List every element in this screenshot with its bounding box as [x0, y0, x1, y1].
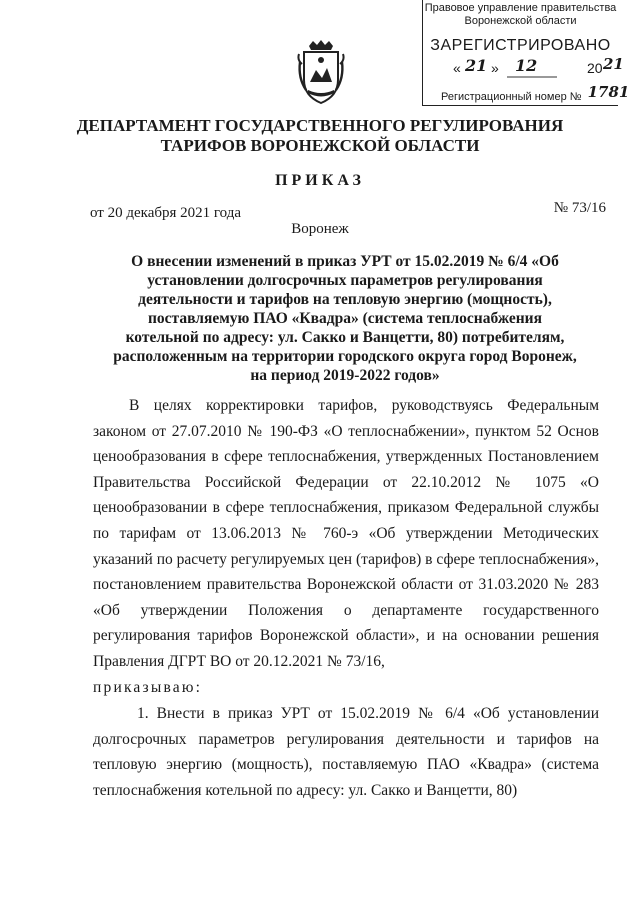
document-type: ПРИКАЗ: [275, 172, 365, 189]
stamp-status: ЗАРЕГИСТРИРОВАНО: [430, 37, 611, 54]
order-subject: О внесении изменений в приказ УРТ от 15.02.2019 № 6/4 «Об установлении долгосрочных параметров регулирования деятельности и тарифов на тепловую энергию (мощность), поставляемую ПАО «Квадра» (система теплоснабжения котельной по адресу: ул. Сакко и Ванцетти, 80) потребителям, расположенным на территории городского округа город Воронеж, на период 2019-2022 годов»: [113, 253, 577, 384]
order-number: № 73/16: [553, 200, 606, 216]
order-body: [93, 393, 599, 804]
coat-of-arms-icon: [296, 40, 346, 106]
stamp-date-close-quote: »: [491, 60, 499, 76]
stamp-date-open-quote: «: [453, 60, 461, 76]
order-city: Воронеж: [291, 221, 349, 237]
stamp-authority-line1: Правовое управление правительства: [424, 2, 617, 14]
order-date: от 20 декабря 2021 года: [90, 205, 242, 221]
stamp-number-value: 1781: [587, 83, 630, 101]
preamble-paragraph: В целях корректировки тарифов, руководствуясь Федеральным законом от 27.07.2010 № 190-ФЗ «О теплоснабжении», пунктом 52 Основ ценообразования в сфере теплоснабжения, утвержденных Постановлением Правительства Российской Федерации от 22.10.2012 № 1075 «О ценообразовании в сфере теплоснабжения, приказом Федеральной службы по тарифам от 13.06.2013 № 760-э «Об утверждении Методических указаний по расчету регулируемых цен (тарифов) в сфере теплоснабжения», постановлением правительства Воронежской области от 31.03.2020 № 283 «Об утверждении Положения о департаменте государственного регулирования тарифов Воронежской области», и на основании решения Правления ДГРТ ВО от 20.12.2021 № 73/16,: [93, 397, 599, 670]
order-item-1: 1. Внести в приказ УРТ от 15.02.2019 № 6/4 «Об установлении долгосрочных параметров регулирования деятельности и тарифов на тепловую энергию (мощность), поставляемую ПАО «Квадра» (система теплоснабжения котельной по адресу: ул. Сакко и Ванцетти, 80): [93, 705, 599, 799]
stamp-authority-line2: Воронежской области: [464, 15, 577, 27]
department-title: ДЕПАРТАМЕНТ ГОСУДАРСТВЕННОГО РЕГУЛИРОВАНИЯ ТАРИФОВ ВОРОНЕЖСКОЙ ОБЛАСТИ: [76, 116, 564, 155]
stamp-date-underline: [507, 75, 557, 79]
stamp-date-year-prefix: 20: [587, 60, 603, 76]
stamp-number-label: Регистрационный номер №: [441, 91, 582, 103]
stamp-registration-number: [441, 83, 630, 104]
decree-word: приказываю:: [93, 678, 203, 696]
stamp-date-day: 21: [465, 56, 488, 75]
registration-stamp: [422, 0, 630, 106]
stamp-date-year-suffix: 21: [603, 55, 624, 73]
stamp-date: [453, 55, 624, 78]
stamp-date-month: 12: [515, 56, 538, 75]
